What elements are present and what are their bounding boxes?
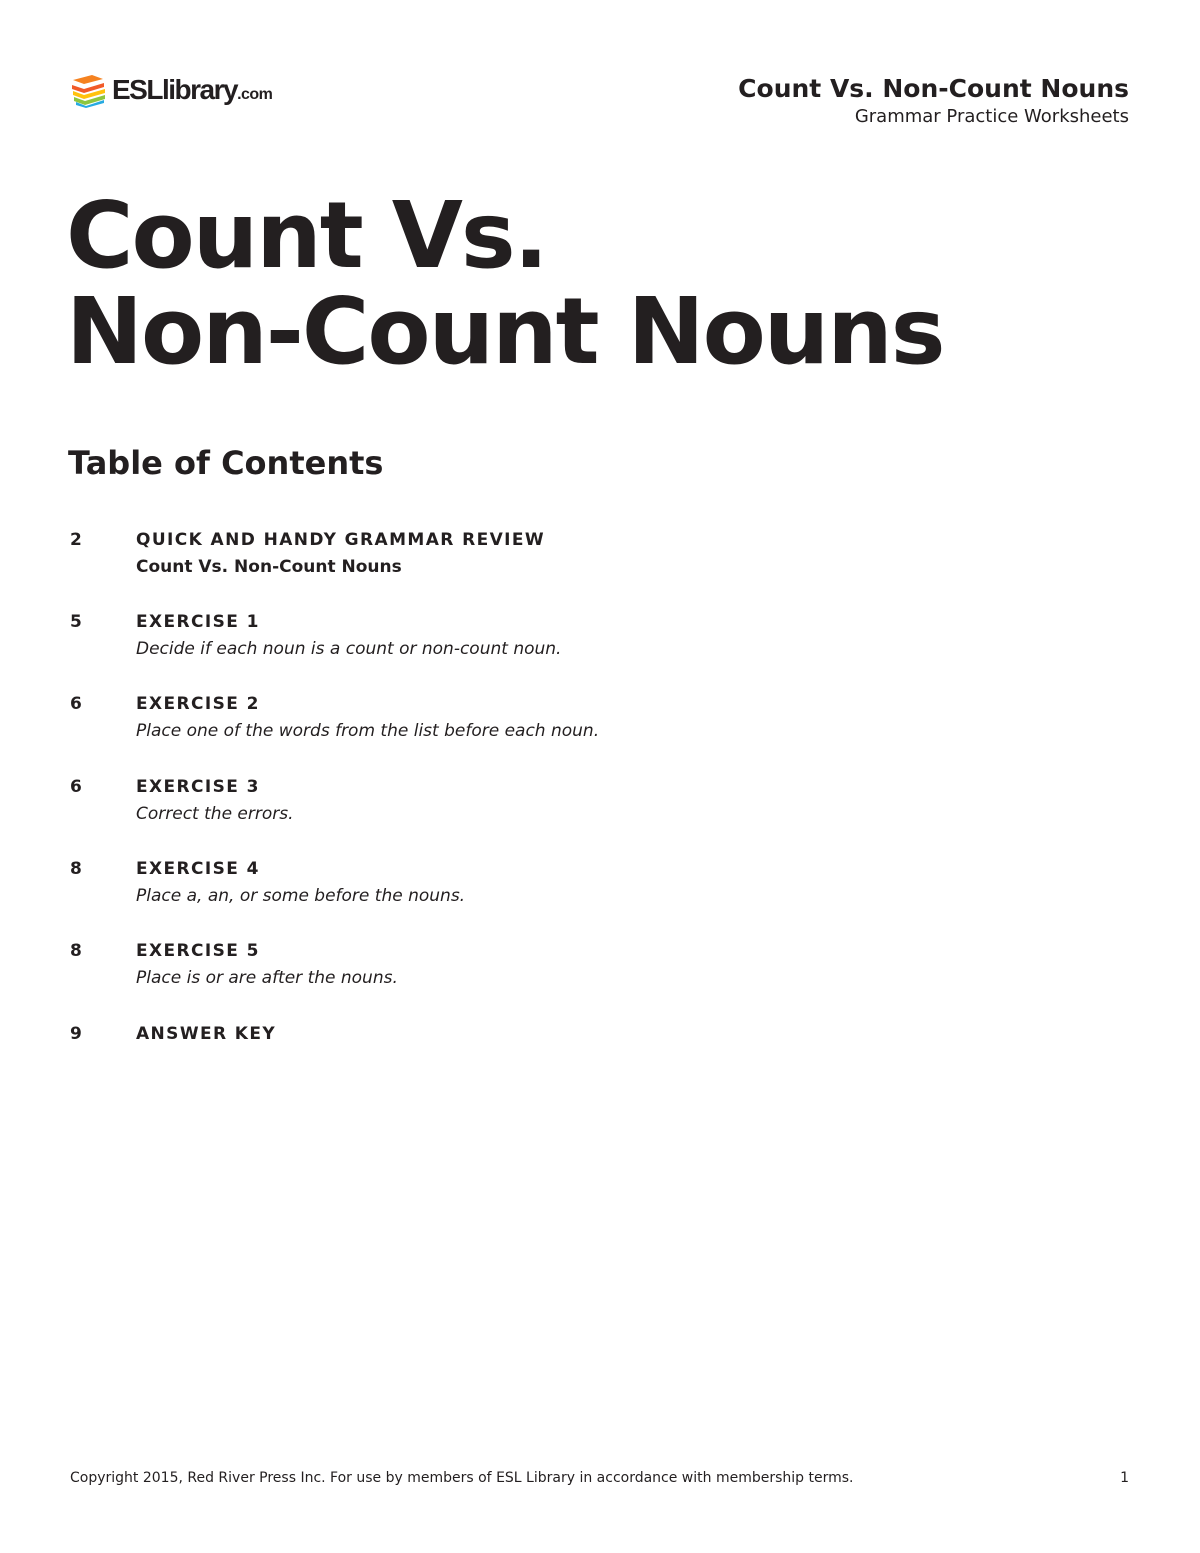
toc-page-number: 6 (70, 694, 82, 714)
toc-entry-title: EXERCISE 2 (136, 694, 260, 714)
header-title: Count Vs. Non-Count Nouns (738, 74, 1129, 103)
toc-entry-description: Place a, an, or some before the nouns. (136, 886, 466, 906)
toc-page-number: 6 (70, 777, 82, 797)
toc-entry-description: Decide if each noun is a count or non-count noun. (136, 639, 562, 659)
toc-entry-title: QUICK AND HANDY GRAMMAR REVIEW (136, 530, 546, 550)
toc-entry-title: EXERCISE 1 (136, 612, 260, 632)
toc-page-number: 8 (70, 941, 82, 961)
document-title (66, 182, 944, 385)
toc-heading: Table of Contents (68, 444, 384, 482)
esl-library-logo (70, 70, 272, 110)
toc-page-number: 9 (70, 1024, 82, 1044)
toc-entry-description: Correct the errors. (136, 804, 294, 824)
page-number: 1 (1120, 1470, 1129, 1486)
toc-entry-title: EXERCISE 4 (136, 859, 260, 879)
document-title-line-1: Count Vs. (66, 182, 547, 289)
toc-page-number: 8 (70, 859, 82, 879)
header-subtitle: Grammar Practice Worksheets (854, 106, 1129, 127)
toc-entry-title: EXERCISE 3 (136, 777, 260, 797)
toc-entry-title: EXERCISE 5 (136, 941, 260, 961)
document-title-line-2: Non-Count Nouns (66, 278, 944, 385)
running-header (738, 72, 1129, 130)
copyright-footer: Copyright 2015, Red River Press Inc. For use by members of ESL Library in accordance with membership terms. (70, 1470, 854, 1486)
toc-page-number: 5 (70, 612, 82, 632)
logo-wordmark: ESLlibrary.com (112, 74, 273, 105)
toc-entry-description: Place one of the words from the list before each noun. (136, 721, 600, 741)
toc-entry-description: Place is or are after the nouns. (136, 968, 398, 988)
toc-entry-description: Count Vs. Non-Count Nouns (136, 557, 402, 577)
toc-entry-title: ANSWER KEY (136, 1024, 277, 1044)
stacked-books-icon (70, 72, 108, 108)
toc-page-number: 2 (70, 530, 82, 550)
